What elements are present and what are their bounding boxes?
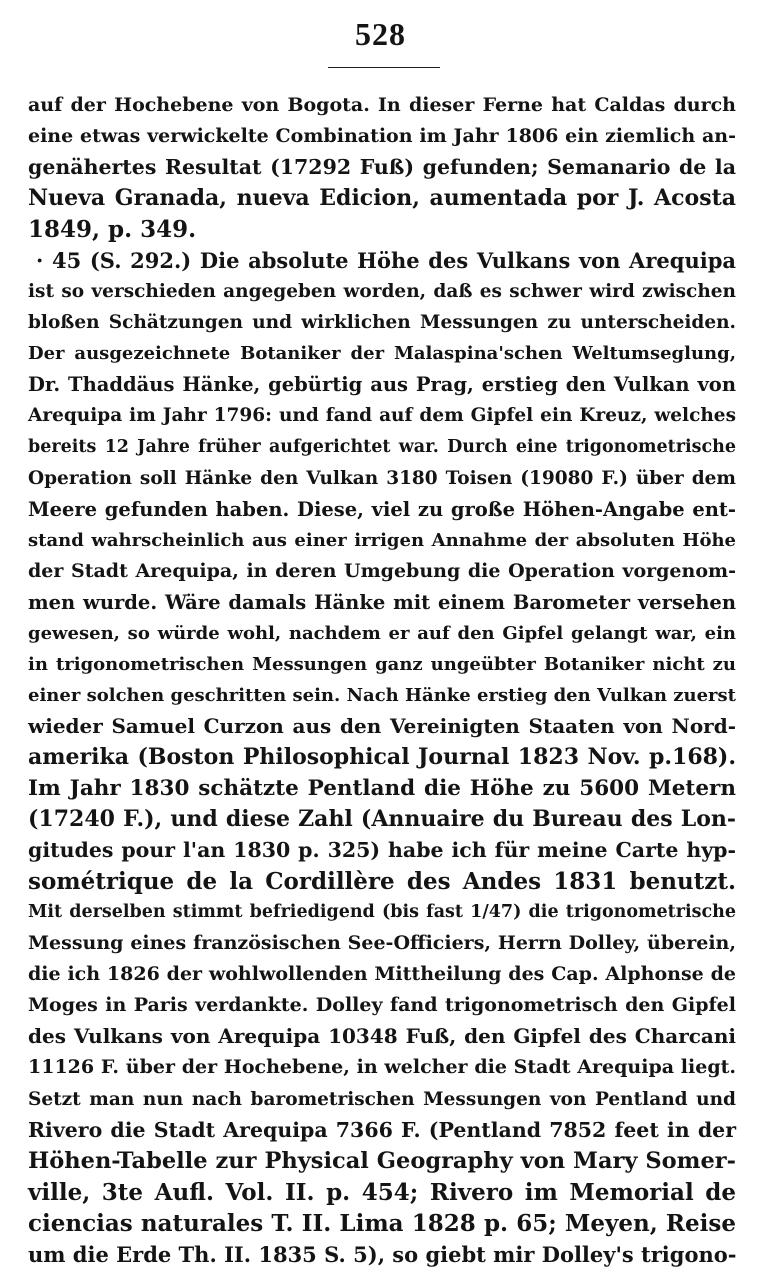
text-line: gitudes pour l'an 1830 p. 325) habe ich für meine Carte hyp- bbox=[28, 838, 736, 863]
text-line: Setzt man nun nach barometrischen Messungen von Pentland und bbox=[28, 1088, 736, 1110]
footnote-start-line: · 45 (S. 292.) Die absolute Höhe des Vulkans von Arequipa bbox=[36, 248, 736, 274]
text-line: ist so verschieden angegeben worden, daß es schwer wird zwischen bbox=[28, 281, 736, 303]
text-line: bloßen Schätzungen und wirklichen Messungen zu unterscheiden. bbox=[28, 312, 736, 334]
text-line: ville, 3te Aufl. Vol. II. p. 454; Rivero im Memorial de bbox=[28, 1178, 736, 1206]
text-line: Höhen-Tabelle zur Physical Geography von Mary Somer- bbox=[28, 1147, 736, 1174]
text-line: 1849, p. 349. bbox=[28, 216, 197, 244]
text-line: Messung eines französischen See-Officiers, Herrn Dolley, überein, bbox=[28, 932, 736, 955]
text-line: men wurde. Wäre damals Hänke mit einem Barometer versehen bbox=[28, 590, 736, 614]
text-line: Moges in Paris verdankte. Dolley fand trigonometrisch den Gipfel bbox=[28, 994, 736, 1017]
text-line: Mit derselben stimmt befriedigend (bis fast 1/47) die trigonometrische bbox=[28, 902, 736, 923]
body-text bbox=[28, 90, 736, 1270]
text-line: ciencias naturales T. II. Lima 1828 p. 65; Meyen, Reise bbox=[28, 1209, 736, 1237]
text-line: Nueva Granada, nueva Edicion, aumentada por J. Acosta bbox=[28, 185, 736, 212]
text-line: 11126 F. über der Hochebene, in welcher die Stadt Arequipa liegt. bbox=[28, 1056, 736, 1079]
text-line: genähertes Resultat (17292 Fuß) gefunden; Semanario de la bbox=[28, 155, 736, 180]
text-line: bereits 12 Jahre früher aufgerichtet war. Durch eine trigonometrische bbox=[28, 436, 736, 457]
text-line: einer solchen geschritten sein. Nach Hänke erstieg den Vulkan zuerst bbox=[28, 684, 736, 706]
text-line: um die Erde Th. II. 1835 S. 5), so giebt mir Dolley's trigono- bbox=[28, 1241, 737, 1267]
text-line: Rivero die Stadt Arequipa 7366 F. (Pentland 7852 feet in der bbox=[28, 1117, 736, 1142]
text-line: auf der Hochebene von Bogota. In dieser Ferne hat Caldas durch bbox=[28, 94, 736, 116]
text-line: des Vulkans von Arequipa 10348 Fuß, den Gipfel des Charcani bbox=[28, 1024, 736, 1049]
text-line: Dr. Thaddäus Hänke, gebürtig aus Prag, erstieg den Vulkan von bbox=[28, 373, 736, 397]
text-line: Meere gefunden haben. Diese, viel zu große Höhen-Angabe ent- bbox=[28, 497, 736, 521]
text-line: sométrique de la Cordillère des Andes 1831 benutzt. bbox=[28, 868, 736, 896]
text-line: (17240 F.), und diese Zahl (Annuaire du Bureau des Lon- bbox=[28, 806, 736, 833]
text-line: eine etwas verwickelte Combination im Jahr 1806 ein ziemlich an- bbox=[28, 125, 736, 148]
text-line: gewesen, so würde wohl, nachdem er auf den Gipfel gelangt war, ein bbox=[28, 622, 736, 644]
text-line: Der ausgezeichnete Botaniker der Malaspina'schen Weltumseglung, bbox=[28, 343, 736, 365]
text-line: in trigonometrischen Messungen ganz ungeübter Botaniker nicht zu bbox=[28, 653, 736, 675]
header-rule bbox=[328, 67, 440, 68]
text-line: amerika (Boston Philosophical Journal 1823 Nov. p.168). bbox=[28, 743, 736, 770]
text-line: stand wahrscheinlich aus einer irrigen Annahme der absoluten Höhe bbox=[28, 529, 736, 551]
text-line: die ich 1826 der wohlwollenden Mittheilung des Cap. Alphonse de bbox=[28, 963, 736, 986]
text-line: Im Jahr 1830 schätzte Pentland die Höhe zu 5600 Metern bbox=[28, 776, 736, 802]
text-line: Arequipa im Jahr 1796: und fand auf dem Gipfel ein Kreuz, welches bbox=[28, 405, 736, 427]
text-line: der Stadt Arequipa, in deren Umgebung die Operation vorgenom- bbox=[28, 559, 736, 582]
text-line: Operation soll Hänke den Vulkan 3180 Toisen (19080 F.) über dem bbox=[28, 467, 736, 489]
page-number: 528 bbox=[355, 16, 406, 52]
text-line: wieder Samuel Curzon aus den Vereinigten Staaten von Nord- bbox=[28, 713, 736, 738]
